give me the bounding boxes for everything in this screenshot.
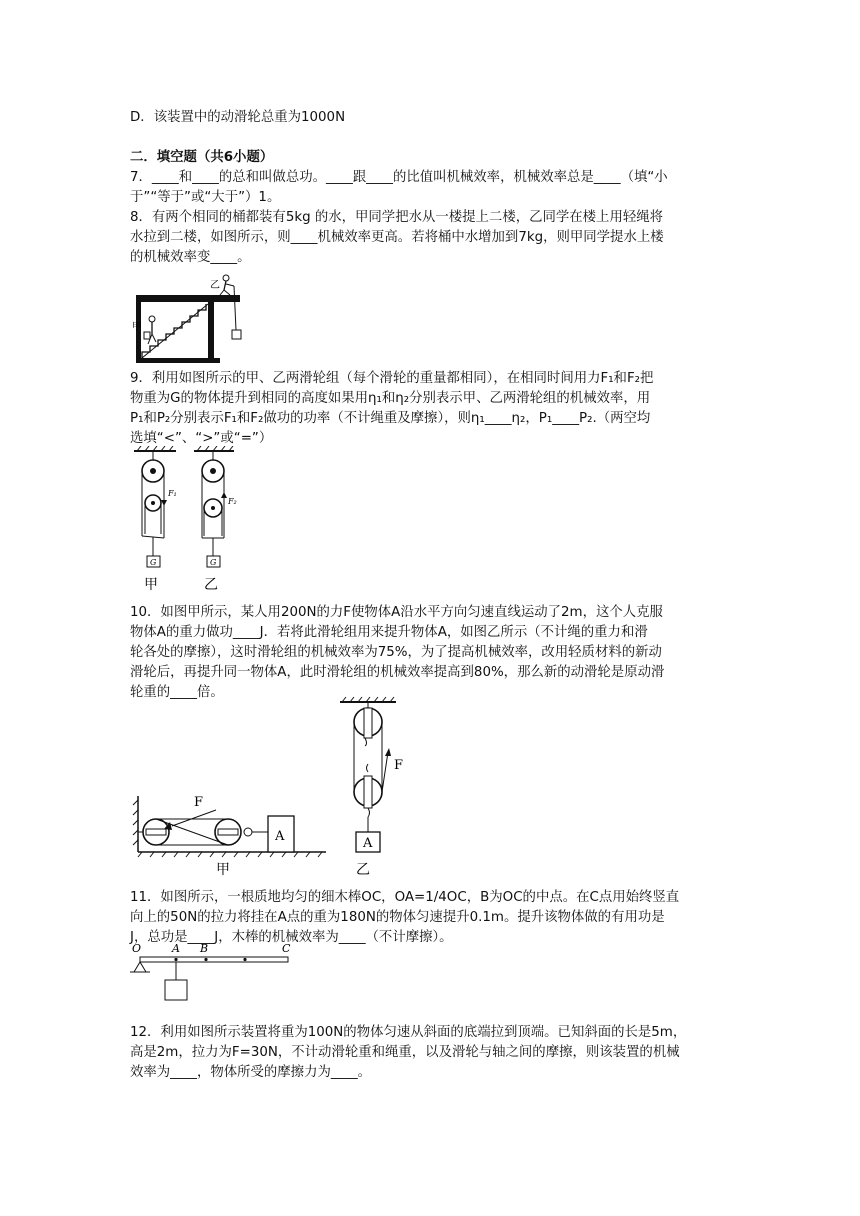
q9-line3: P₁和P₂分别表示F₁和F₂做功的功率（不计绳重及摩擦），则η₁____η₂，P₁____P₂.（两空均: [130, 411, 651, 426]
q9-fig-label-yi: 乙: [204, 577, 218, 593]
q12-line3: 效率为____，物体所受的摩擦力为____。: [130, 1065, 372, 1080]
q9-fig-g-left: G: [150, 558, 157, 567]
q9-figure: [128, 446, 238, 594]
q10-fig-label-jia: 甲: [216, 862, 230, 878]
q10-fig-label-yi: 乙: [356, 862, 370, 878]
q12-line1: 12．利用如图所示装置将重为100N的物体匀速从斜面的底端拉到顶端。已知斜面的长是5m，: [130, 1025, 687, 1040]
q8-figure: [130, 272, 250, 364]
q8-line1: 8．有两个相同的桶都装有5kg 的水，甲同学把水从一楼提上二楼，乙同学在楼上用轻绳将: [130, 210, 664, 225]
q11-line3: J，总功是____J，木棒的机械效率为____（不计摩擦）。: [130, 930, 453, 945]
q11-fig-b: B: [200, 942, 209, 955]
q10-fig-a-yi: A: [363, 836, 373, 851]
q10-line5: 轮重的____倍。: [130, 685, 224, 700]
q10-fig-f-yi: F: [394, 758, 404, 773]
section-title: 二．填空题（共6小题）: [130, 150, 274, 165]
q10-fig-a-jia: A: [275, 829, 285, 844]
q9-line2: 物重为G的物体提升到相同的高度如果用η₁和η₂分别表示甲、乙两滑轮组的机械效率，用: [130, 391, 651, 406]
q9-fig-label-jia: 甲: [144, 577, 158, 593]
q11-fig-a: A: [172, 942, 180, 955]
q10-line3: 轮各处的摩擦），这时滑轮组的机械效率为75%，为了提高机械效率，改用轻质材料的新动: [130, 645, 662, 660]
q9-line1: 9．利用如图所示的甲、乙两滑轮组（每个滑轮的重量都相同），在相同时间用力F₁和F₂把: [130, 371, 654, 386]
q10-figure-yi: [336, 696, 416, 880]
q8-fig-label-jia: 甲: [132, 322, 142, 333]
q10-line4: 滑轮后，再提升同一物体A，此时滑轮组的机械效率提高到80%，那么新的动滑轮是原动滑: [130, 665, 665, 680]
option-d: D．该装置中的动滑轮总重为1000N: [130, 110, 346, 125]
q7-line1: 7．____和____的总和叫做总功。____跟____的比值叫机械效率，机械效率总是____（填“小: [130, 170, 668, 185]
q10-line2: 物体A的重力做功____J．若将此滑轮组用来提升物体A，如图乙所示（不计绳的重力和滑: [130, 625, 648, 640]
q10-figure-jia: [132, 786, 332, 878]
q10-line1: 10．如图甲所示，某人用200N的力F使物体A沿水平方向匀速直线运动了2m，这个人克服: [130, 605, 663, 620]
q9-fig-g-right: G: [210, 558, 217, 567]
q11-figure: [130, 940, 295, 1004]
q9-fig-f1: F₁: [168, 489, 177, 498]
q12-line2: 高是2m，拉力为F=30N，不计动滑轮重和绳重，以及滑轮与轴之间的摩擦，则该装置的机械: [130, 1045, 680, 1060]
q9-line4: 选填“<”、“>”或“=”）: [130, 431, 273, 446]
q11-line2: 向上的50N的拉力将挂在A点的重为180N的物体匀速提升0.1m。提升该物体做的有用功是: [130, 910, 665, 925]
q11-fig-o: O: [132, 942, 142, 955]
q8-line3: 的机械效率变____。: [130, 250, 251, 265]
q8-fig-label-yi: 乙: [210, 280, 220, 291]
q11-line1: 11．如图所示，一根质地均匀的细木棒OC，OA=1/4OC，B为OC的中点。在C点用始终竖直: [130, 890, 680, 905]
q10-fig-f-jia: F: [194, 795, 204, 810]
q7-line2: 于”“等于”或“大于”）1。: [130, 190, 281, 205]
q11-fig-c: C: [282, 942, 291, 955]
q8-line2: 水拉到二楼，如图所示，则____机械效率更高。若将桶中水增加到7kg，则甲同学提水上楼: [130, 230, 664, 245]
q9-fig-f2: F₂: [228, 497, 237, 506]
